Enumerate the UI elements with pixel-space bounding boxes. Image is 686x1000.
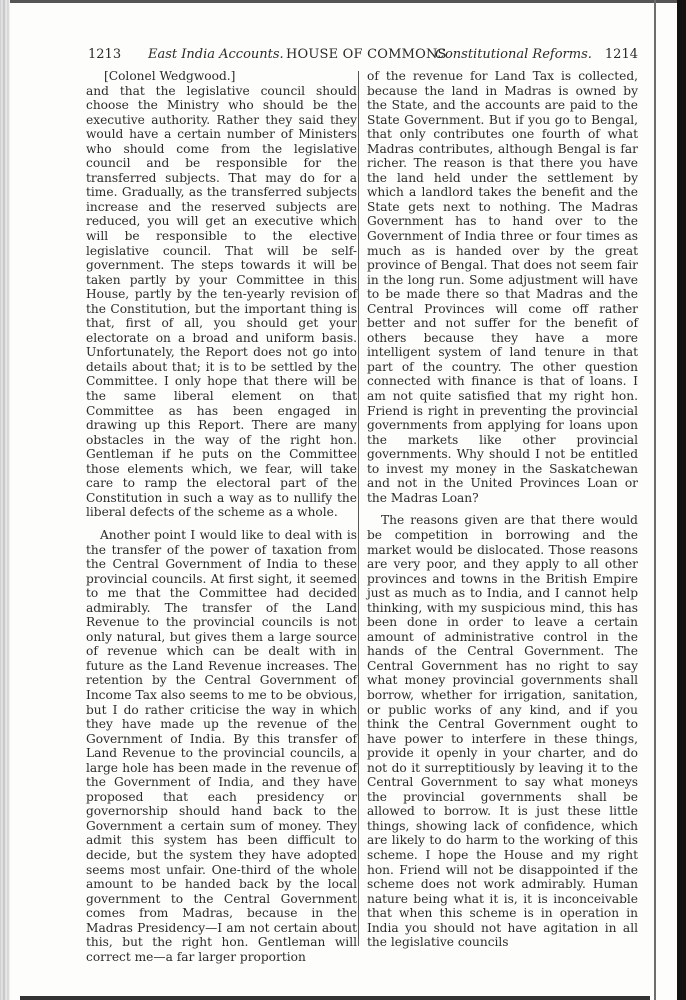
paragraph: of the revenue for Land Tax is collected, because the land in Madras is owned by the State, and the accounts are paid to the State Government. But if you go to Bengal, that only contributes one fourth of what Madras contributes, although Bengal is far richer. The reason is that there you have the land held under the settlement by which a landlord takes the benefit and the State gets next to nothing. The Madras Government has to hand over to the Government of India three or four times as much as is handed over by the great province of Bengal. That does not seem fair in the long run. Some adjustment will have to be made there so that Madras and the Central Provinces will come off rather better and not suffer for the benefit of others because they have a more intelligent system of land tenure in that part of the country. The other question connected with finance is that of loans. I am not quite satisfied that my right hon. Friend is right in preventing the provincial governments from applying for loans upon the markets like other provincial governments. Why should I not be entitled to invest my money in the Saskatchewan and not in the United Provinces Loan or the Madras Loan? [367, 69, 638, 505]
page-bottom-edge [20, 996, 650, 1000]
paragraph: Another point I would like to deal with is the transfer of the power of taxation from the Central Government of India to these provincial councils. At first sight, it seemed to me that the Committee had decided admirably. The transfer of the Land Revenue to the provincial councils is not only natural, but gives them a large source of revenue which can be dealt with in future as the Land Revenue increases. The retention by the Central Government of Income Tax also seems to me to be obvious, but I do rather criticise the way in which they have made up the revenue of the Government of India. By this transfer of Land Revenue to the provincial councils, a large hole has been made in the revenue of the Government of India, and they have proposed that each presidency or governorship should hand back to the Government a certain sum of money. They admit this system has been difficult to decide, but the system they have adopted seems most unfair. One-third of the whole amount to be handed back by the local government to the Central Government comes from Madras, because in the Madras Presidency—I am not certain about this, but the right hon. Gentleman will correct me—a far larger proportion [86, 527, 357, 964]
header-title-right: Constitutional Reforms. [435, 47, 592, 62]
page-binding-edge [0, 0, 10, 1000]
header-title-center: HOUSE OF COMMONS [286, 47, 447, 62]
page-top-edge [0, 0, 680, 3]
speaker-attribution: [Colonel Wedgwood.] [104, 69, 236, 83]
left-column [86, 69, 357, 964]
column-number-right: 1214 [604, 47, 638, 62]
column-divider [358, 71, 359, 946]
running-header [88, 47, 638, 65]
scan-dark-margin [677, 0, 686, 1000]
header-title-left: East India Accounts. [148, 47, 284, 62]
right-column [367, 69, 638, 950]
column-number-left: 1213 [88, 47, 122, 62]
paragraph: The reasons given are that there would be competition in borrowing and the market would be dislocated. Those reasons are very poor, and they apply to all other provinces and towns in the British Empire just as much as to India, and I cannot help thinking, with my suspicious mind, this has been done in order to leave a certain amount of administrative control in the hands of the Central Government. The Central Government has no right to say what money provincial governments shall borrow, whether for irrigation, sanitation, or public works of any kind, and if you think the Central Government ought to have power to interfere in these things, provide it openly in your charter, and do not do it surreptitiously by leaving it to the Central Government to say what moneys the provincial governments shall be allowed to borrow. It is just these little things, showing lack of confidence, which are likely to do harm to the working of this scheme. I hope the House and my right hon. Friend will not be disappointed if the scheme does not work admirably. Human nature being what it is, it is inconceivable that when this scheme is in operation in India you should not have agitation in all the legislative councils [367, 513, 638, 950]
paragraph: and that the legislative council should choose the Ministry who should be the executive authority. Rather they said they would have a certain number of Ministers who should come from the legislative council and be responsible for the transferred subjects. That may do for a time. Gradually, as the transferred subjects increase and the reserved subjects are reduced, you will get an executive which will be responsible to the elective legislative council. That will be self-government. The steps towards it will be taken partly by your Committee in this House, partly by the ten-yearly revision of the Constitution, but the important thing is that, first of all, you should get your electorate on a broad and uniform basis. Unfortunately, the Report does not go into details about that; it is to be settled by the Committee. I only hope that there will be the same liberal element on that Committee as has been engaged in drawing up this Report. There are many obstacles in the way of the right hon. Gentleman if he puts on the Committee those elements which, we fear, will take care to ramp the electoral part of the Constitution in such a way as to nullify the liberal defects of the scheme as a whole. [86, 83, 357, 520]
page-right-border [654, 0, 656, 1000]
